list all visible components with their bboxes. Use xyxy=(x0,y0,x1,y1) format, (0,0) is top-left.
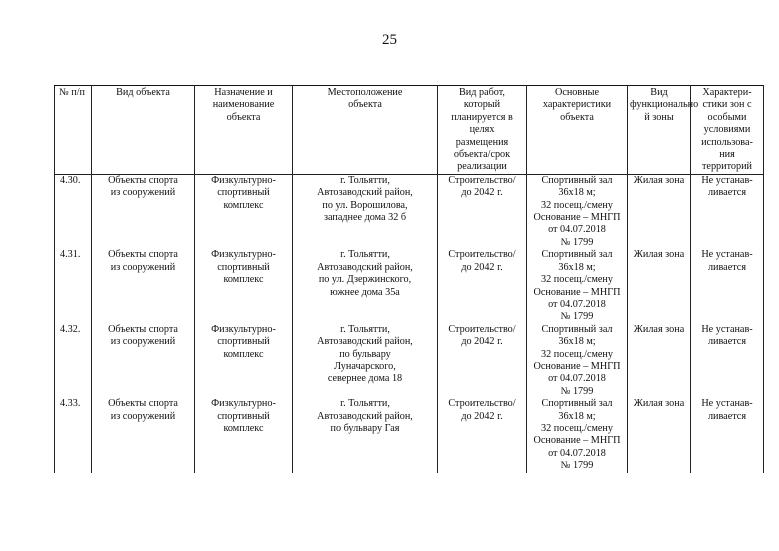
cell-location: г. Тольятти, Автозаводский район, по бульвару Гая xyxy=(293,398,438,472)
cell-characteristics: Спортивный зал 36х18 м; 32 посещ./смену Основание – МНГП от 04.07.2018 № 1799 xyxy=(527,249,628,323)
cell-characteristics: Спортивный зал 36х18 м; 32 посещ./смену Основание – МНГП от 04.07.2018 № 1799 xyxy=(527,398,628,472)
table-row xyxy=(55,324,764,398)
cell-work-type: Строительство/ до 2042 г. xyxy=(438,174,527,249)
cell-functional-zone: Жилая зона xyxy=(628,324,691,398)
cell-num: 4.32. xyxy=(55,324,92,398)
header-work-type: Вид работ, который планируется в целях размещения объекта/срок реализации xyxy=(438,86,527,175)
cell-functional-zone: Жилая зона xyxy=(628,398,691,472)
cell-purpose: Физкультурно- спортивный комплекс xyxy=(195,249,293,323)
header-object-type: Вид объекта xyxy=(92,86,195,175)
table-header-row xyxy=(55,86,764,175)
cell-work-type: Строительство/ до 2042 г. xyxy=(438,249,527,323)
cell-num: 4.33. xyxy=(55,398,92,472)
cell-work-type: Строительство/ до 2042 г. xyxy=(438,324,527,398)
cell-special-zones: Не устанав- ливается xyxy=(691,324,764,398)
cell-special-zones: Не устанав- ливается xyxy=(691,249,764,323)
cell-purpose: Физкультурно- спортивный комплекс xyxy=(195,324,293,398)
cell-functional-zone: Жилая зона xyxy=(628,174,691,249)
cell-purpose: Физкультурно- спортивный комплекс xyxy=(195,398,293,472)
cell-special-zones: Не устанав- ливается xyxy=(691,398,764,472)
cell-num: 4.30. xyxy=(55,174,92,249)
cell-characteristics: Спортивный зал 36х18 м; 32 посещ./смену Основание – МНГП от 04.07.2018 № 1799 xyxy=(527,324,628,398)
table-row xyxy=(55,249,764,323)
cell-object-type: Объекты спорта из сооружений xyxy=(92,398,195,472)
header-num: № п/п xyxy=(55,86,92,175)
header-location: Местоположение объекта xyxy=(293,86,438,175)
cell-object-type: Объекты спорта из сооружений xyxy=(92,249,195,323)
page-number: 25 xyxy=(382,32,397,48)
header-characteristics: Основные характеристики объекта xyxy=(527,86,628,175)
cell-location: г. Тольятти, Автозаводский район, по бульвару Луначарского, севернее дома 18 xyxy=(293,324,438,398)
header-functional-zone: Вид функционально й зоны xyxy=(628,86,691,175)
cell-purpose: Физкультурно- спортивный комплекс xyxy=(195,174,293,249)
header-purpose: Назначение и наименование объекта xyxy=(195,86,293,175)
cell-num: 4.31. xyxy=(55,249,92,323)
cell-object-type: Объекты спорта из сооружений xyxy=(92,174,195,249)
objects-table xyxy=(54,85,764,473)
cell-functional-zone: Жилая зона xyxy=(628,249,691,323)
table-row xyxy=(55,398,764,472)
cell-object-type: Объекты спорта из сооружений xyxy=(92,324,195,398)
table-row xyxy=(55,174,764,249)
header-special-zones: Характери- стики зон с особыми условиями использова- ния территорий xyxy=(691,86,764,175)
cell-location: г. Тольятти, Автозаводский район, по ул. Ворошилова, западнее дома 32 б xyxy=(293,174,438,249)
cell-characteristics: Спортивный зал 36х18 м; 32 посещ./смену Основание – МНГП от 04.07.2018 № 1799 xyxy=(527,174,628,249)
cell-work-type: Строительство/ до 2042 г. xyxy=(438,398,527,472)
cell-special-zones: Не устанав- ливается xyxy=(691,174,764,249)
cell-location: г. Тольятти, Автозаводский район, по ул. Дзержинского, южнее дома 35а xyxy=(293,249,438,323)
